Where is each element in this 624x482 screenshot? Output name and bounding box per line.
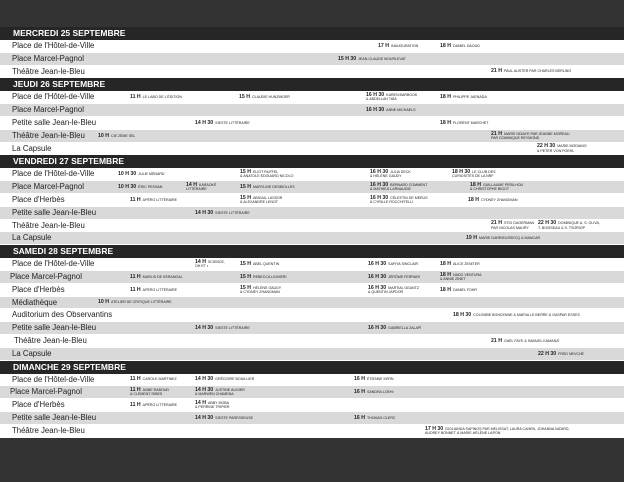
event-entry <box>491 130 570 142</box>
event-text: CYDNEY ZHANGMAN <box>480 197 518 202</box>
event-text: INAUGURATION <box>390 43 419 48</box>
event-text: JUSTINE AUGIER <box>215 388 245 393</box>
event-text: THOMAS CLERC <box>366 415 396 420</box>
event-time: 15 H <box>240 194 251 201</box>
venue-name: Place de l'Hôtel-de-Ville <box>12 41 95 50</box>
venue-row <box>0 207 624 220</box>
day-header: JEUDI 26 SEPTEMBRE <box>0 78 624 91</box>
event-text: & CLÉMENT RIBES <box>130 392 163 397</box>
venue-row <box>0 91 624 104</box>
event-text: PAR NICOLAS MAURY <box>491 225 529 230</box>
event-entry <box>354 386 394 398</box>
event-entry <box>354 374 394 386</box>
event-text: SANDRA LOEHI <box>366 390 394 395</box>
venue-row <box>0 374 624 387</box>
event-text: BERNARD COMMENT <box>390 182 428 187</box>
event-text: GAËL FAYE & SAMUEL KAMANZI <box>503 338 560 343</box>
day-header: DIMANCHE 29 SEPTEMBRE <box>0 361 624 374</box>
schedule <box>0 27 624 438</box>
venue-row <box>0 66 624 79</box>
event-text: HÉLÈNE GAUDY <box>252 285 282 290</box>
event-time: 15 H <box>240 169 251 176</box>
event-time: 21 H <box>491 68 502 75</box>
event-time: 22 H 30 <box>537 143 556 150</box>
event-text: & PETER VON POEHL <box>537 148 575 153</box>
event-text: CÉLESTIN DE MEËUS <box>390 195 428 200</box>
event-time: 18 H <box>470 181 481 188</box>
event-entry <box>440 258 480 270</box>
event-text: DOMINIQUE A, S. OLIVA, <box>558 221 600 226</box>
venue-row <box>0 104 624 117</box>
event-text: ABEL QUENTIN <box>252 262 280 267</box>
event-time: 10 H 30 <box>118 184 137 191</box>
venue-row <box>0 309 624 322</box>
event-time: 10 H 30 <box>118 171 137 178</box>
event-entry <box>378 40 418 52</box>
event-entry <box>240 284 281 296</box>
venue-row <box>0 181 624 194</box>
venue-name: La Capsule <box>12 348 52 358</box>
venue-name: Petite salle Jean-le-Bleu <box>12 323 97 333</box>
venue-name: Théâtre Jean-le-Bleu <box>14 335 87 345</box>
event-text: CIE 2ÈME ŒIL <box>110 133 136 138</box>
event-time: 18 H 30 <box>453 312 472 319</box>
event-time: 14 H <box>186 181 197 188</box>
event-entry <box>370 168 411 180</box>
event-time: 14 H 30 <box>195 387 214 394</box>
venue-name: Auditorium des Observantins <box>12 310 113 320</box>
event-entry <box>130 374 177 386</box>
event-time: 18 H <box>440 261 451 268</box>
venue-row <box>0 168 624 181</box>
event-time: 16 H <box>354 414 365 421</box>
event-entry <box>240 271 287 283</box>
venue-row <box>0 348 624 361</box>
event-time: 14 H 30 <box>195 376 214 383</box>
event-entry <box>491 66 571 78</box>
event-text: JÉRÔME FERRARI <box>388 274 420 279</box>
event-entry <box>453 309 580 321</box>
event-text: & CHRISTOPHE BIGOT <box>470 187 510 192</box>
event-time: 21 H <box>491 337 502 344</box>
event-entry <box>452 168 496 180</box>
event-time: 18 H <box>440 286 451 293</box>
day-header: MERCREDI 25 SEPTEMBRE <box>0 27 624 40</box>
event-time: 18 H <box>440 42 451 49</box>
event-entry <box>425 425 569 437</box>
event-text: GIOLIANDA SAPINOS PAR MELISSAT, LAURA CAHEN, JOHANNA NIZARD, <box>445 426 570 431</box>
event-entry <box>368 271 420 283</box>
event-time: 15 H <box>240 184 251 191</box>
event-time: 11 H <box>130 387 141 394</box>
event-time: 14 H 30 <box>195 325 214 332</box>
event-entry <box>195 207 250 219</box>
event-text: ANNE MICHAELS <box>386 108 416 113</box>
event-time: 15 H <box>240 261 251 268</box>
event-time: 19 H <box>466 235 477 242</box>
event-time: 15 H <box>240 273 251 280</box>
venue-name: Petite salle Jean-le-Bleu <box>12 117 97 127</box>
event-entry <box>440 40 480 52</box>
event-time: 18 H <box>440 94 451 101</box>
venue-row <box>0 53 624 66</box>
event-text: OH ET • <box>195 264 209 269</box>
event-text: CURIOSITÉS DE LA NRF <box>452 174 494 179</box>
event-entry <box>440 91 487 103</box>
event-time: 14 H 30 <box>195 414 214 421</box>
venue-row <box>0 386 624 399</box>
event-text: ATELIER DE CRITIQUE LITTÉRAIRE <box>110 300 172 305</box>
event-entry <box>538 220 600 232</box>
event-text: APÉRO LITTÉRAIRE <box>142 403 178 408</box>
event-entry <box>537 143 587 155</box>
event-entry <box>240 194 282 206</box>
event-entry <box>186 181 216 193</box>
venue-name: Médiathèque <box>12 297 58 307</box>
event-entry <box>468 194 517 206</box>
event-entry <box>370 194 428 206</box>
event-text: CLAUDIE HUNZINGER <box>251 95 290 100</box>
event-text: COLOMBE BONCENNE & MAËVA LE BERRE & GASPAR ESSES <box>473 313 580 318</box>
venue-name: Place Marcel-Pagnol <box>12 105 84 115</box>
event-text: REBECCA LIGHIERI <box>252 274 287 279</box>
event-text: & HÉLÈNE GAUDY <box>370 174 402 179</box>
event-time: 10 H <box>98 132 109 139</box>
event-text: & ALEXANDRE LENOT <box>240 199 278 204</box>
day-header: SAMEDI 28 SEPTEMBRE <box>0 245 624 258</box>
event-entry <box>466 232 540 244</box>
venue-row <box>0 194 624 207</box>
event-time: 15 H <box>239 94 250 101</box>
venue-row <box>0 284 624 297</box>
event-time: 16 H 30 <box>370 181 389 188</box>
event-text: & CYRILLE ROCCHITELLI <box>370 199 414 204</box>
event-text: & ABDELLAH TAÏA <box>366 97 397 102</box>
event-text: JEAN-CLAUDE MOURLEVAT <box>358 56 406 61</box>
event-time: 11 H <box>130 286 141 293</box>
event-time: 11 H <box>130 376 141 383</box>
event-text: MARYLINE DESBIOLLES <box>252 185 295 190</box>
venue-name: Place de l'Hôtel-de-Ville <box>12 92 95 102</box>
event-text: SIESTE LITTÉRAIRE <box>215 120 250 125</box>
event-entry <box>98 297 172 309</box>
venue-row <box>0 130 624 143</box>
event-text: MARIE DARRIEUSSECQ & MANCAR <box>478 236 541 241</box>
event-text: SCIENCE, <box>207 259 225 264</box>
event-text: & QUENTIN JAPDOR <box>368 289 404 294</box>
event-entry <box>338 53 406 65</box>
event-entry <box>118 181 162 193</box>
venue-row <box>0 297 624 310</box>
event-time: 16 H 30 <box>370 194 389 201</box>
venue-row <box>0 258 624 271</box>
venue-row <box>0 143 624 156</box>
event-entry <box>470 181 523 193</box>
event-text: GRÉGOIRE BOUILLIER <box>215 377 255 382</box>
event-text: ALICE ZENITER <box>452 262 480 267</box>
event-text: SIESTE LITTÉRAIRE <box>215 210 250 215</box>
event-entry <box>195 399 229 411</box>
event-time: 10 H <box>98 299 109 306</box>
venue-name: Place Marcel-Pagnol <box>10 387 82 397</box>
event-text: DANIEL FOHR <box>452 287 477 292</box>
event-text: & CYDNEY ZHANGMAN <box>240 289 280 294</box>
event-text: KAREN BARBOOK <box>386 93 418 98</box>
venue-name: La Capsule <box>12 143 52 153</box>
venue-name: Théâtre Jean-le-Bleu <box>12 220 85 230</box>
event-text: PAR DOMINIQUE REYMOND <box>491 135 540 140</box>
event-text: T. BOISSEAU & S. TSORIOP <box>538 225 586 230</box>
event-entry <box>130 284 177 296</box>
event-text: LE LABO DE L'ÉDITION <box>142 95 182 100</box>
event-entry <box>240 258 279 270</box>
event-entry <box>98 130 135 142</box>
event-text: KARAOKÉ <box>198 182 217 187</box>
event-time: 18 H 30 <box>452 169 471 176</box>
venue-name: Place Marcel-Pagnol <box>12 182 84 192</box>
event-entry <box>130 399 177 411</box>
venue-row <box>0 335 624 348</box>
event-text: ÉRIC PESSAN <box>138 185 163 190</box>
event-time: 22 H 30 <box>538 220 557 227</box>
event-entry <box>491 335 559 347</box>
event-entry <box>440 284 477 296</box>
event-time: 16 H 30 <box>368 325 387 332</box>
event-time: 16 H <box>354 376 365 383</box>
event-time: 14 H 30 <box>195 209 214 216</box>
venue-row <box>0 220 624 233</box>
event-text: LITTÉRAIRE <box>186 187 207 192</box>
event-text: GABRIELLA ZALAPÌ <box>388 326 422 331</box>
event-time: 16 H <box>354 389 365 396</box>
event-entry <box>440 271 482 283</box>
event-text: ABIGAIL LASSOR <box>252 195 283 200</box>
event-text: FLORENT MARCHET <box>452 120 489 125</box>
event-time: 18 H <box>440 119 451 126</box>
event-entry <box>195 412 253 424</box>
venue-row <box>0 40 624 53</box>
event-time: 18 H <box>468 196 479 203</box>
venue-row <box>0 232 624 245</box>
event-time: 11 H <box>130 196 141 203</box>
event-entry <box>370 181 427 193</box>
event-time: 17 H <box>378 42 389 49</box>
event-entry <box>491 220 534 232</box>
event-time: 17 H 30 <box>425 425 444 432</box>
event-text: STIG DAGERMAN <box>503 221 535 226</box>
venue-name: Théâtre Jean-le-Bleu <box>12 425 85 435</box>
event-text: SIESTE LITTÉRAIRE <box>215 326 250 331</box>
event-text: ANNE RABOUD <box>142 388 170 393</box>
venue-name: Place de l'Hôtel-de-Ville <box>12 374 95 384</box>
venue-name: Place Marcel-Pagnol <box>10 271 82 281</box>
venue-name: Place d'Herbès <box>12 194 65 204</box>
event-entry <box>130 91 182 103</box>
event-text: NADO VENTURA <box>452 272 482 277</box>
event-entry <box>195 374 254 386</box>
event-text: GUILLAUME PERILHOU <box>482 182 524 187</box>
event-text: CAROLE MARTINEZ <box>142 377 177 382</box>
event-entry <box>354 412 396 424</box>
event-time: 16 H 30 <box>370 169 389 176</box>
venue-row <box>0 425 624 438</box>
event-entry <box>368 258 418 270</box>
event-text: & ANNIE ZINET <box>440 276 466 281</box>
venue-name: Théâtre Jean-le-Bleu <box>12 66 85 76</box>
event-text: PHILIPPE JAENADA <box>452 95 487 100</box>
event-time: 18 H <box>440 271 451 278</box>
event-text: DANIEL DAOUD <box>452 43 480 48</box>
venue-name: La Capsule <box>12 233 52 243</box>
event-text: AUDREY BONNET & MARIE-HÉLÈNE LAPON <box>425 430 501 435</box>
venue-name: Petite salle Jean-le-Bleu <box>12 207 97 217</box>
event-time: 11 H <box>130 402 141 409</box>
venue-row <box>0 322 624 335</box>
venue-name: Place d'Herbès <box>12 400 65 410</box>
event-text: APÉRO LITTÉRAIRE <box>142 197 178 202</box>
event-time: 22 H 30 <box>538 350 557 357</box>
event-text: MARIE NDIAYE PAR JEANNE MOREAU <box>503 131 570 136</box>
event-text: LE CLUB DES <box>472 170 496 175</box>
event-text: APÉRO LITTÉRAIRE <box>142 287 178 292</box>
venue-name: Théâtre Jean-le-Bleu <box>12 130 85 140</box>
event-text: ELIOT RUFFEL <box>252 170 279 175</box>
event-entry <box>440 117 488 129</box>
venue-name: Place de l'Hôtel-de-Ville <box>12 259 95 269</box>
event-entry <box>118 168 165 180</box>
event-time: 21 H <box>491 220 502 227</box>
event-text: MARLIS DE KERANGAL <box>142 274 183 279</box>
event-text: ABBY MOBA <box>207 400 230 405</box>
event-time: 14 H 30 <box>195 119 214 126</box>
event-text: & PERRINE TRIPIER <box>195 405 230 410</box>
event-time: 11 H <box>130 94 141 101</box>
venue-name: Place d'Herbès <box>12 284 65 294</box>
event-text: & MATHIEU LARNAUDIE <box>370 187 411 192</box>
event-text: JULIE MÉNARD <box>138 172 165 177</box>
event-entry <box>195 258 225 270</box>
event-time: 14 H <box>195 258 206 265</box>
event-time: 16 H 30 <box>366 92 385 99</box>
event-text: ÉTIENNE KERN <box>366 377 394 382</box>
event-entry <box>130 194 177 206</box>
event-entry <box>368 322 421 334</box>
event-entry <box>130 386 169 398</box>
event-entry <box>538 348 584 360</box>
event-time: 15 H 30 <box>338 55 357 62</box>
venue-row <box>0 399 624 412</box>
event-text: FRED NEVCHÉ <box>558 351 584 356</box>
event-time: 11 H <box>130 273 141 280</box>
event-entry <box>240 181 295 193</box>
event-time: 16 H 30 <box>368 261 387 268</box>
event-time: 21 H <box>491 130 502 137</box>
event-text: PAUL AUSTER PAR CHARLES BERLING <box>503 69 572 74</box>
event-text: MARTIAL GEANTZ <box>388 285 420 290</box>
event-text: MARIE MODIANO <box>557 144 587 149</box>
event-entry <box>368 284 419 296</box>
venue-name: Petite salle Jean-le-Bleu <box>12 412 97 422</box>
event-time: 15 H <box>240 284 251 291</box>
event-text: SIESTE PARESSEUSE <box>215 415 254 420</box>
venue-name: Place de l'Hôtel-de-Ville <box>12 169 95 179</box>
event-entry <box>195 386 245 398</box>
event-entry <box>366 91 417 103</box>
event-text: & MARWEN CHAMENA <box>195 392 234 397</box>
event-entry <box>195 117 250 129</box>
event-entry <box>195 322 250 334</box>
event-time: 14 H <box>195 399 206 406</box>
venue-row <box>0 117 624 130</box>
venue-name: Place Marcel-Pagnol <box>12 53 84 63</box>
event-entry <box>366 104 416 116</box>
event-time: 16 H 30 <box>366 107 385 114</box>
event-entry <box>240 168 293 180</box>
event-text: JULIA DECK <box>390 170 411 175</box>
event-text: SAFIYA SINCLAIR <box>388 262 419 267</box>
event-entry <box>239 91 290 103</box>
event-time: 16 H 30 <box>368 273 387 280</box>
venue-row <box>0 271 624 284</box>
event-time: 16 H 30 <box>368 284 387 291</box>
day-header: VENDREDI 27 SEPTEMBRE <box>0 155 624 168</box>
venue-row <box>0 412 624 425</box>
event-text: & ANATOLE EDOUARD NICOLO <box>240 174 294 179</box>
event-entry <box>130 271 183 283</box>
